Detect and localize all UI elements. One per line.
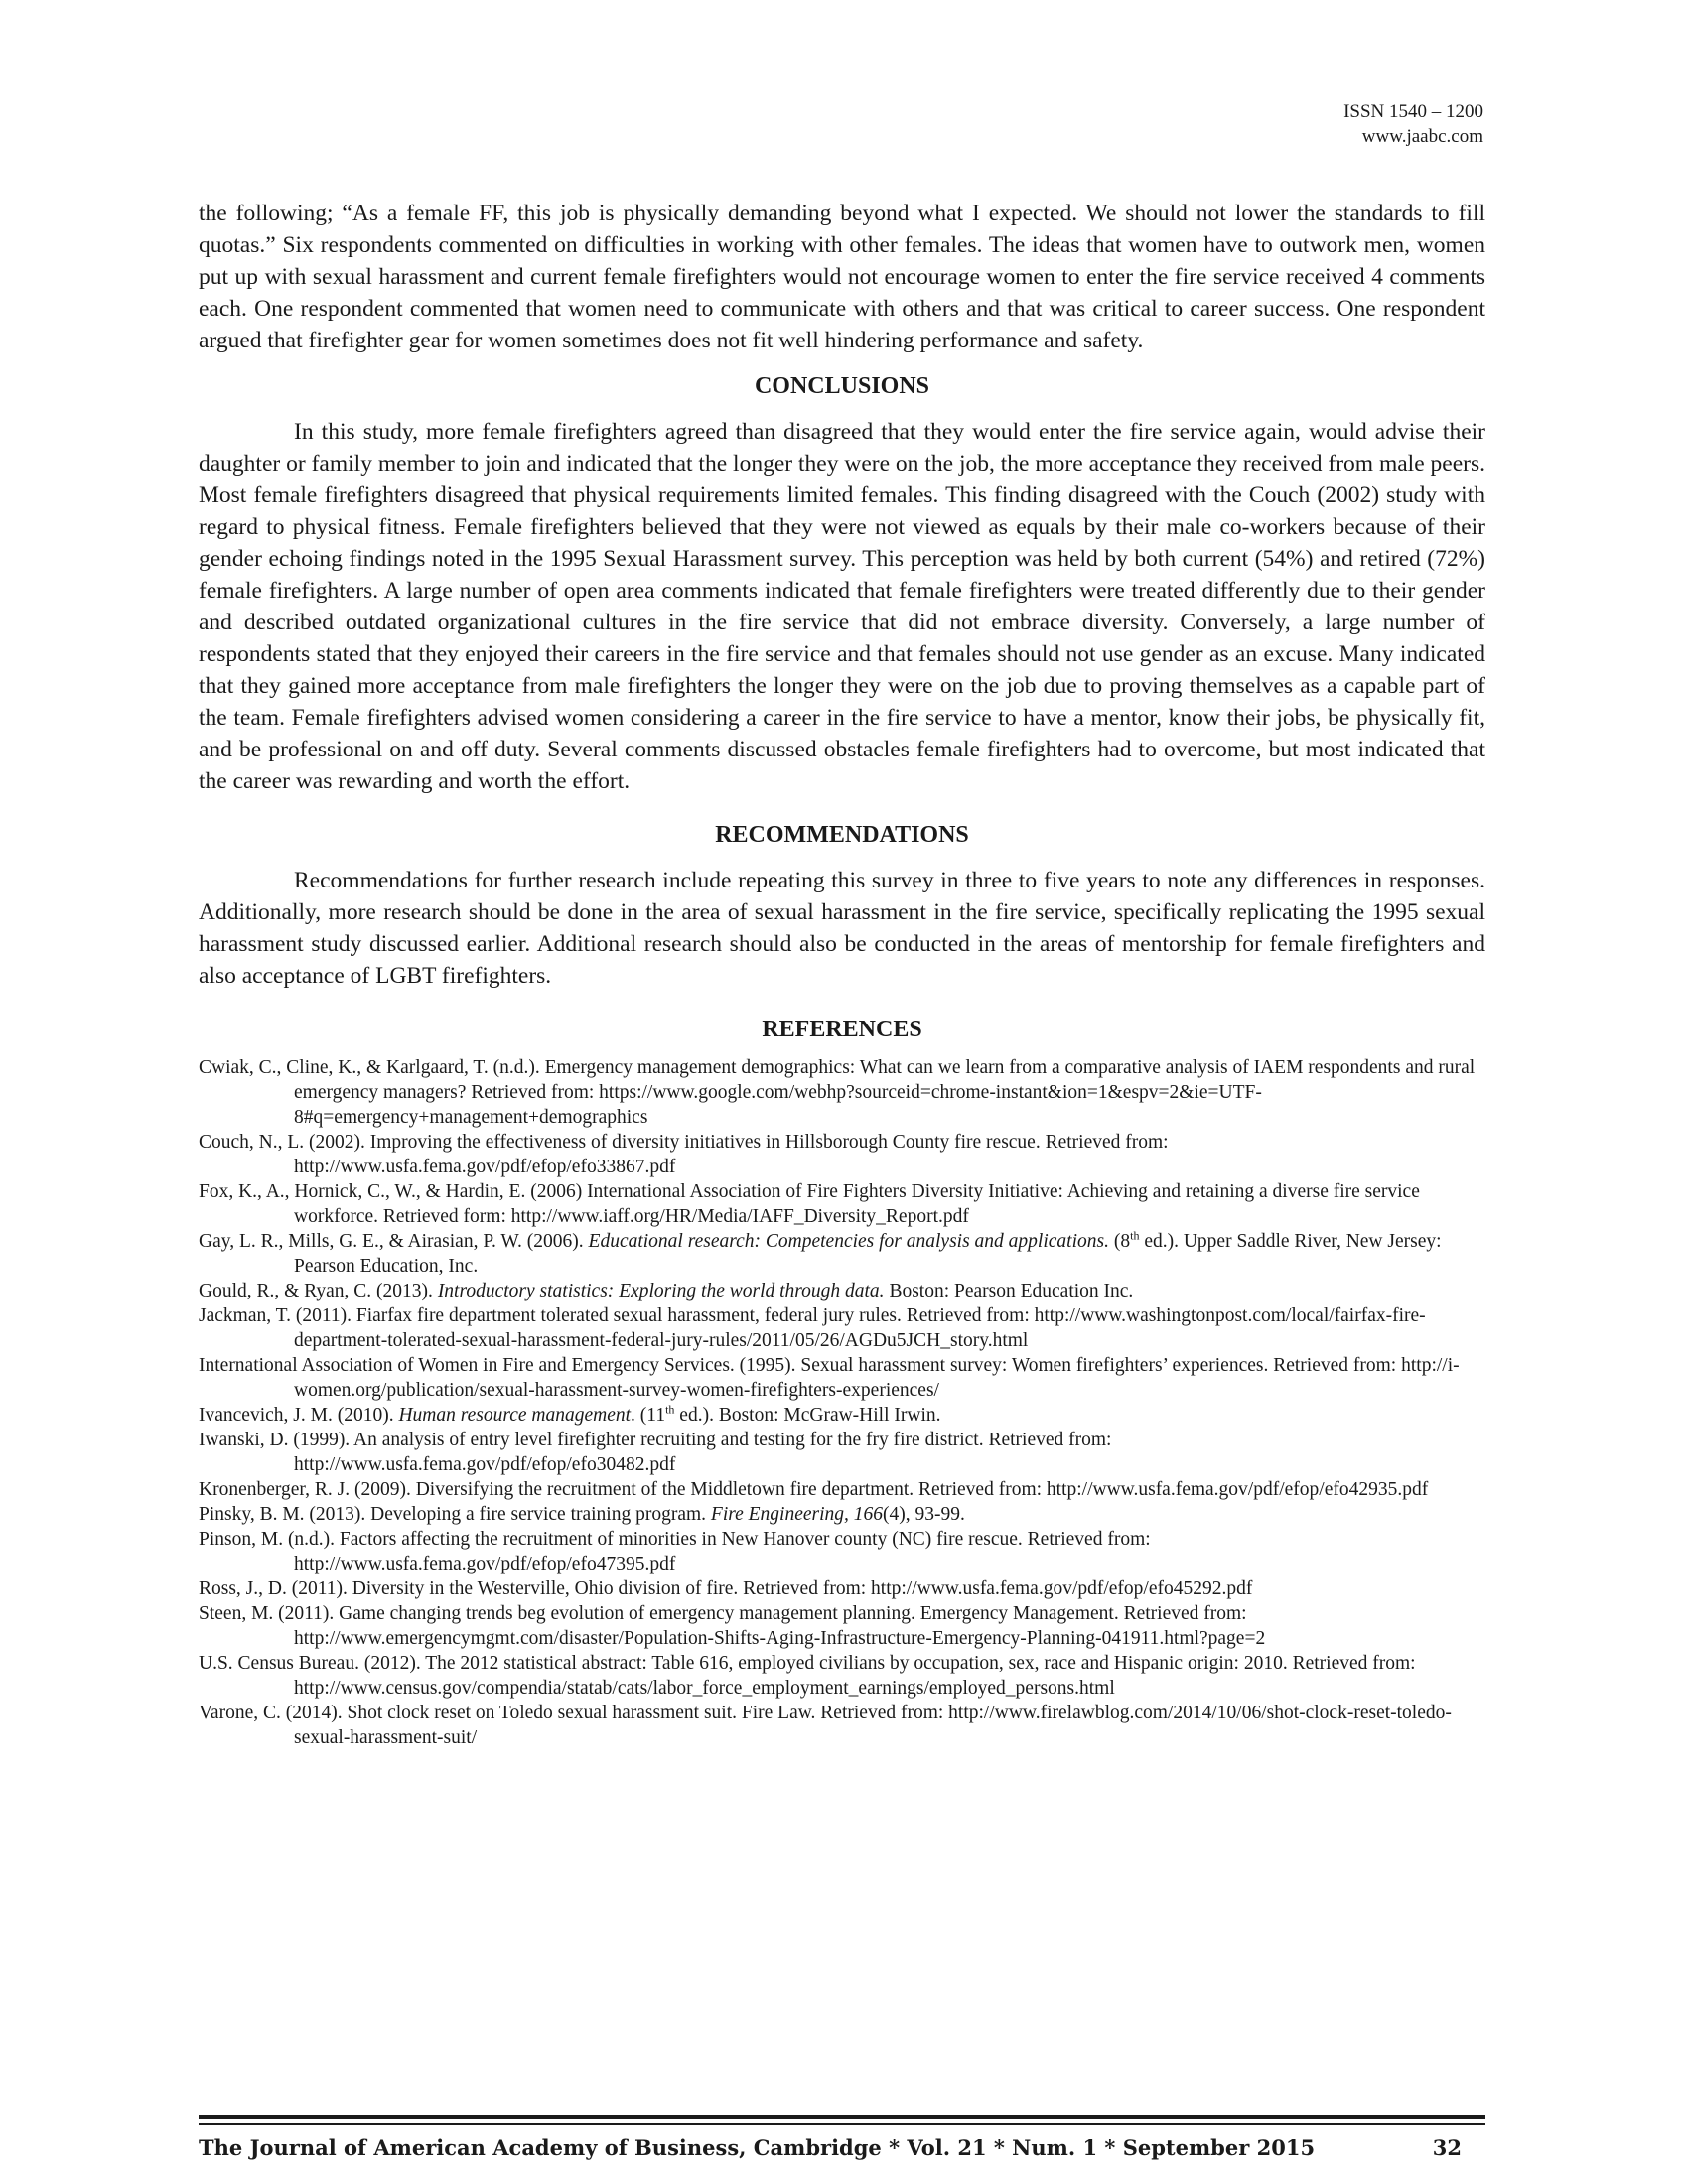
reference-mid-text: (8 (1108, 1231, 1131, 1252)
reference-entry (199, 1303, 1485, 1353)
footer-rule-thin (199, 2123, 1485, 2125)
references-heading: REFERENCES (762, 1017, 922, 1042)
reference-entry (199, 1055, 1485, 1130)
reference-pre-text: Cwiak, C., Cline, K., & Karlgaard, T. (n.d.). Emergency management demographics: What can we learn from a comparative analysis of IAEM respondents and rural emergency managers? Retrieved from: https://www.google.com/webhp?sourceid=chrome-instant&ion=1&espv=2&ie=UTF-8#q=emergency+management+demographics (199, 1057, 1476, 1128)
conclusions-heading: CONCLUSIONS (754, 373, 930, 399)
reference-pre-text: International Association of Women in Fire and Emergency Services. (1995). Sexual harassment survey: Women firefighters’ experiences. Retrieved from: http://i-women.org/publication/sexual-harassment-survey-women-firefighters-experiences/ (199, 1355, 1460, 1401)
reference-pre-text: Ivancevich, J. M. (2010). (199, 1405, 399, 1426)
reference-pre-text: U.S. Census Bureau. (2012). The 2012 statistical abstract: Table 616, employed civilians by occupation, sex, race and Hispanic origin: 2010. Retrieved from: http://www.census.gov/compendia/statab/cats/labor_force_employment_earnings/employed_persons.html (199, 1653, 1416, 1699)
reference-pre-text: Kronenberger, R. J. (2009). Diversifying the recruitment of the Middletown fire department. Retrieved from: http://www.usfa.fema.gov/pdf/efop/efo42935.pdf (199, 1479, 1429, 1500)
reference-entry (199, 1403, 1485, 1428)
reference-entry (199, 1179, 1485, 1229)
reference-entry (199, 1130, 1485, 1179)
reference-ital-text: Fire Engineering, 166 (710, 1504, 884, 1525)
reference-entry (199, 1502, 1485, 1527)
reference-pre-text: Couch, N., L. (2002). Improving the effectiveness of diversity initiatives in Hillsborough County fire rescue. Retrieved from: http://www.usfa.fema.gov/pdf/efop/efo33867.pdf (199, 1132, 1169, 1177)
reference-post-text: ed.). Boston: McGraw-Hill Irwin. (674, 1405, 941, 1426)
reference-entry (199, 1229, 1485, 1279)
reference-pre-text: Iwanski, D. (1999). An analysis of entry level firefighter recruiting and testing for the fry fire district. Retrieved from: http://www.usfa.fema.gov/pdf/efop/efo30482.pdf (199, 1430, 1112, 1475)
intro-paragraph: the following; “As a female FF, this job is physically demanding beyond what I expected. We should not lower the standards to fill quotas.” Six respondents commented on difficulties in working with other females. The ideas that women have to outwork men, women put up with sexual harassment and current female firefighters would not encourage women to enter the fire service received 4 comments each. One respondent commented that women need to communicate with others and that was critical to career success. One respondent argued that firefighter gear for women sometimes does not fit well hindering performance and safety. (199, 201, 1485, 353)
reference-ital-text: Human resource management (398, 1405, 632, 1426)
reference-entry (199, 1477, 1485, 1502)
reference-pre-text: Fox, K., A., Hornick, C., W., & Hardin, E. (2006) International Association of Fire Fighters Diversity Initiative: Achieving and retaining a diverse fire service workforce. Retrieved form: http://www.iaff.org/HR/Media/IAFF_Diversity_Report.pdf (199, 1181, 1420, 1227)
recommendations-paragraph: Recommendations for further research include repeating this survey in three to five years to note any differences in responses. Additionally, more research should be done in the area of sexual harassment in the fire service, specifically replicating the 1995 sexual harassment study discussed earlier. Additional research should also be conducted in the areas of mentorship for female firefighters and also acceptance of LGBT firefighters. (199, 868, 1485, 989)
article-body (199, 198, 1485, 1750)
reference-ital-text: Educational research: Competencies for analysis and applications. (588, 1231, 1109, 1252)
reference-entry (199, 1651, 1485, 1701)
reference-entry (199, 1428, 1485, 1477)
issn-header (1343, 99, 1483, 149)
reference-pre-text: Pinson, M. (n.d.). Factors affecting the recruitment of minorities in New Hanover county (NC) fire rescue. Retrieved from: http://www.usfa.fema.gov/pdf/efop/efo47395.pdf (199, 1529, 1151, 1574)
conclusions-paragraph: In this study, more female firefighters agreed than disagreed that they would enter the fire service again, would advise their daughter or family member to join and indicated that the longer they were on the job, the more acceptance they received from male peers. Most female firefighters disagreed that physical requirements limited females. This finding disagreed with the Couch (2002) study with regard to physical fitness. Female firefighters believed that they were not viewed as equals by their male co-workers because of their gender echoing findings noted in the 1995 Sexual Harassment survey. This perception was held by both current (54%) and retired (72%) female firefighters. A large number of open area comments indicated that female firefighters were treated differently due to their gender and described outdated organizational cultures in the fire service that did not embrace diversity. Conversely, a large number of respondents stated that they enjoyed their careers in the fire service and that females should not use gender as an excuse. Many indicated that they gained more acceptance from male firefighters the longer they were on the job due to proving themselves as a capable part of the team. Female firefighters advised women considering a career in the fire service to have a mentor, know their jobs, be physically fit, and be professional on and off duty. Several comments discussed obstacles female firefighters had to overcome, but most indicated that the career was rewarding and worth the effort. (199, 419, 1485, 794)
reference-entry (199, 1601, 1485, 1651)
reference-entry (199, 1279, 1485, 1303)
footer-journal-citation: The Journal of American Academy of Business, Cambridge * Vol. 21 * Num. 1 * September 2015 (199, 2135, 1316, 2160)
reference-pre-text: Gay, L. R., Mills, G. E., & Airasian, P. W. (2006). (199, 1231, 589, 1252)
issn-number: ISSN 1540 – 1200 (1343, 101, 1483, 122)
reference-pre-text: Steen, M. (2011). Game changing trends beg evolution of emergency management planning. Emergency Management. Retrieved from: http://www.emergencymgmt.com/disaster/Population-Shifts-Aging-Infrastructure-Emergency-Planning-041911.html?page=2 (199, 1603, 1266, 1649)
reference-post-text: (4), 93-99. (883, 1504, 965, 1525)
reference-sup-text: th (665, 1402, 675, 1417)
page-number: 32 (1432, 2135, 1462, 2160)
reference-entry (199, 1576, 1485, 1601)
reference-entry (199, 1353, 1485, 1403)
reference-pre-text: Jackman, T. (2011). Fiarfax fire department tolerated sexual harassment, federal jury rules. Retrieved from: http://www.washingtonpost.com/local/fairfax-fire-department-tolerated-sexual-harassment-federal-jury-rules/2011/05/26/AGDu5JCH_story.html (199, 1305, 1426, 1351)
reference-entry (199, 1527, 1485, 1576)
reference-post-text: Boston: Pearson Education Inc. (884, 1281, 1134, 1301)
reference-entry (199, 1701, 1485, 1750)
journal-website: www.jaabc.com (1361, 126, 1483, 147)
reference-sup-text: th (1130, 1228, 1140, 1243)
reference-pre-text: Pinsky, B. M. (2013). Developing a fire service training program. (199, 1504, 711, 1525)
footer-rule-thick (199, 2115, 1485, 2119)
reference-mid-text: . (11 (631, 1405, 666, 1426)
reference-ital-text: Introductory statistics: Exploring the world through data. (437, 1281, 885, 1301)
reference-pre-text: Ross, J., D. (2011). Diversity in the Westerville, Ohio division of fire. Retrieved from: http://www.usfa.fema.gov/pdf/efop/efo45292.pdf (199, 1578, 1253, 1599)
reference-post-text: ed.). Upper Saddle River, New Jersey: Pearson Education, Inc. (294, 1231, 1442, 1277)
reference-pre-text: Gould, R., & Ryan, C. (2013). (199, 1281, 438, 1301)
recommendations-heading: RECOMMENDATIONS (715, 822, 969, 848)
reference-pre-text: Varone, C. (2014). Shot clock reset on Toledo sexual harassment suit. Fire Law. Retrieved from: http://www.firelawblog.com/2014/10/06/shot-clock-reset-toledo-sexual-harassment-suit/ (199, 1703, 1452, 1748)
references-list (199, 1055, 1485, 1750)
